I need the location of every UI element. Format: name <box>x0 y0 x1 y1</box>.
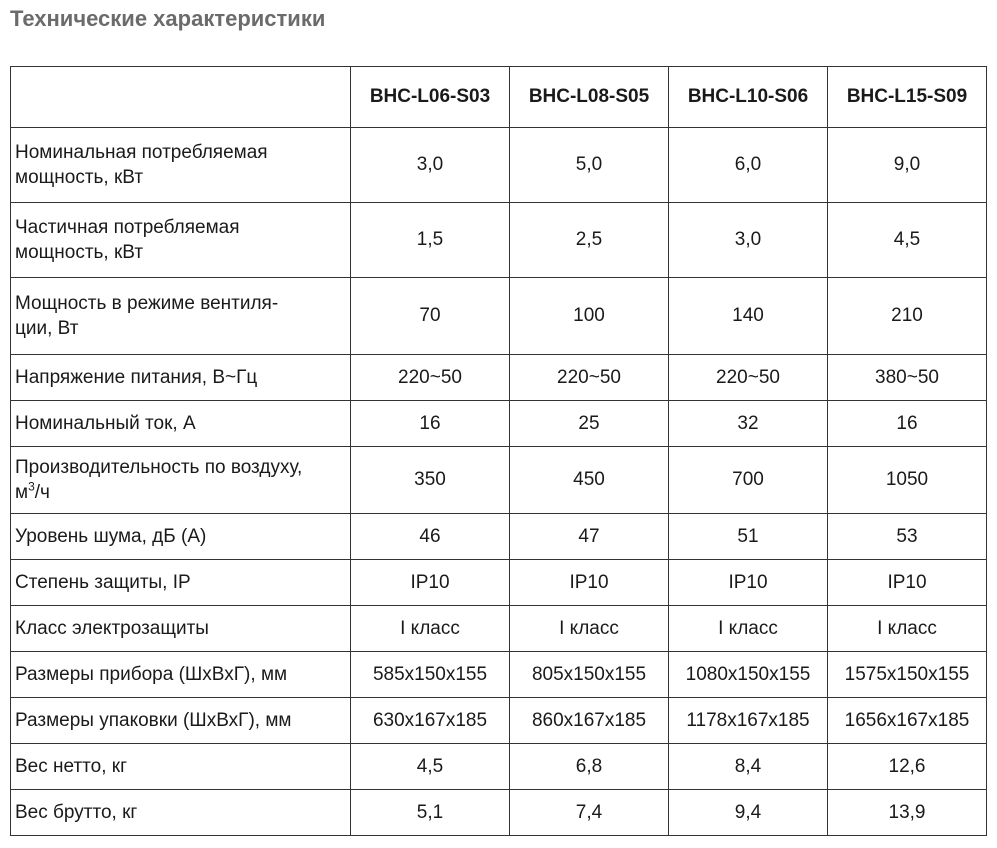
table-cell: 1656х167х185 <box>828 698 987 744</box>
row-label: Размеры упаковки (ШхВхГ), мм <box>11 698 351 744</box>
row-label: Уровень шума, дБ (А) <box>11 514 351 560</box>
table-row <box>11 652 987 698</box>
table-cell: 100 <box>510 278 669 355</box>
row-label <box>11 447 351 514</box>
table-row <box>11 278 987 355</box>
row-label: Вес нетто, кг <box>11 744 351 790</box>
table-cell: 8,4 <box>669 744 828 790</box>
row-label-line: Номинальная потребляемая <box>15 142 268 163</box>
table-cell: I класс <box>828 606 987 652</box>
table-cell: 32 <box>669 401 828 447</box>
table-cell: 2,5 <box>510 203 669 278</box>
table-row <box>11 744 987 790</box>
row-label-unit-rest: /ч <box>34 482 50 503</box>
column-header-model: BHC-L06-S03 <box>351 67 510 128</box>
table-cell: 350 <box>351 447 510 514</box>
row-label: Вес брутто, кг <box>11 790 351 836</box>
table-cell: 16 <box>351 401 510 447</box>
row-label-line: Мощность в режиме вентиля- <box>15 293 279 314</box>
row-label-unit: м <box>15 482 29 503</box>
table-cell: 25 <box>510 401 669 447</box>
row-label-line: ции, Вт <box>15 318 79 339</box>
table-cell: 9,0 <box>828 128 987 203</box>
table-cell: 3,0 <box>351 128 510 203</box>
table-cell: 140 <box>669 278 828 355</box>
table-row <box>11 203 987 278</box>
table-cell: 5,0 <box>510 128 669 203</box>
table-cell: 805х150х155 <box>510 652 669 698</box>
table-cell: 220~50 <box>510 355 669 401</box>
row-label <box>11 128 351 203</box>
table-cell: 6,8 <box>510 744 669 790</box>
table-cell: 220~50 <box>669 355 828 401</box>
row-label-line: мощность, кВт <box>15 242 144 263</box>
table-cell: IP10 <box>351 560 510 606</box>
table-header-row <box>11 67 987 128</box>
table-row <box>11 447 987 514</box>
row-label: Напряжение питания, В~Гц <box>11 355 351 401</box>
table-cell: 700 <box>669 447 828 514</box>
table-cell: 585х150х155 <box>351 652 510 698</box>
column-header-model: BHC-L15-S09 <box>828 67 987 128</box>
table-cell: 13,9 <box>828 790 987 836</box>
table-row <box>11 355 987 401</box>
table-cell: 7,4 <box>510 790 669 836</box>
table-cell: 70 <box>351 278 510 355</box>
table-cell: 9,4 <box>669 790 828 836</box>
page-title: Технические характеристики <box>10 6 326 31</box>
column-header-model: BHC-L10-S06 <box>669 67 828 128</box>
table-cell: 1080х150х155 <box>669 652 828 698</box>
table-row <box>11 606 987 652</box>
row-label <box>11 278 351 355</box>
table-cell: 4,5 <box>351 744 510 790</box>
table-cell: 47 <box>510 514 669 560</box>
table-cell: 1050 <box>828 447 987 514</box>
row-label-superscript: 3 <box>28 479 35 494</box>
row-label: Размеры прибора (ШхВхГ), мм <box>11 652 351 698</box>
table-row <box>11 790 987 836</box>
table-cell: 380~50 <box>828 355 987 401</box>
column-header-model: BHC-L08-S05 <box>510 67 669 128</box>
row-label: Номинальный ток, А <box>11 401 351 447</box>
table-cell: 220~50 <box>351 355 510 401</box>
table-cell: 12,6 <box>828 744 987 790</box>
table-cell: 210 <box>828 278 987 355</box>
table-cell: I класс <box>510 606 669 652</box>
row-label: Класс электрозащиты <box>11 606 351 652</box>
table-cell: 51 <box>669 514 828 560</box>
table-cell: 53 <box>828 514 987 560</box>
table-cell: 16 <box>828 401 987 447</box>
table-row <box>11 698 987 744</box>
table-cell: 46 <box>351 514 510 560</box>
table-cell: I класс <box>351 606 510 652</box>
table-row <box>11 514 987 560</box>
specifications-table <box>10 66 987 836</box>
table-cell: IP10 <box>510 560 669 606</box>
table-cell: 1178х167х185 <box>669 698 828 744</box>
table-cell: 6,0 <box>669 128 828 203</box>
table-cell: 5,1 <box>351 790 510 836</box>
row-label <box>11 203 351 278</box>
table-cell: 4,5 <box>828 203 987 278</box>
table-cell: IP10 <box>828 560 987 606</box>
table-cell: 630х167х185 <box>351 698 510 744</box>
table-row <box>11 128 987 203</box>
row-label-line: Производительность по воздуху, <box>15 457 303 478</box>
table-cell: 1,5 <box>351 203 510 278</box>
table-cell: 860х167х185 <box>510 698 669 744</box>
table-cell: 450 <box>510 447 669 514</box>
row-label-line: мощность, кВт <box>15 167 144 188</box>
table-cell: IP10 <box>669 560 828 606</box>
table-cell: 3,0 <box>669 203 828 278</box>
row-label: Степень защиты, IP <box>11 560 351 606</box>
row-label-line: Частичная потребляемая <box>15 217 240 238</box>
table-row <box>11 560 987 606</box>
table-cell: 1575х150х155 <box>828 652 987 698</box>
table-cell: I класс <box>669 606 828 652</box>
table-row <box>11 401 987 447</box>
header-empty-cell <box>11 67 351 128</box>
